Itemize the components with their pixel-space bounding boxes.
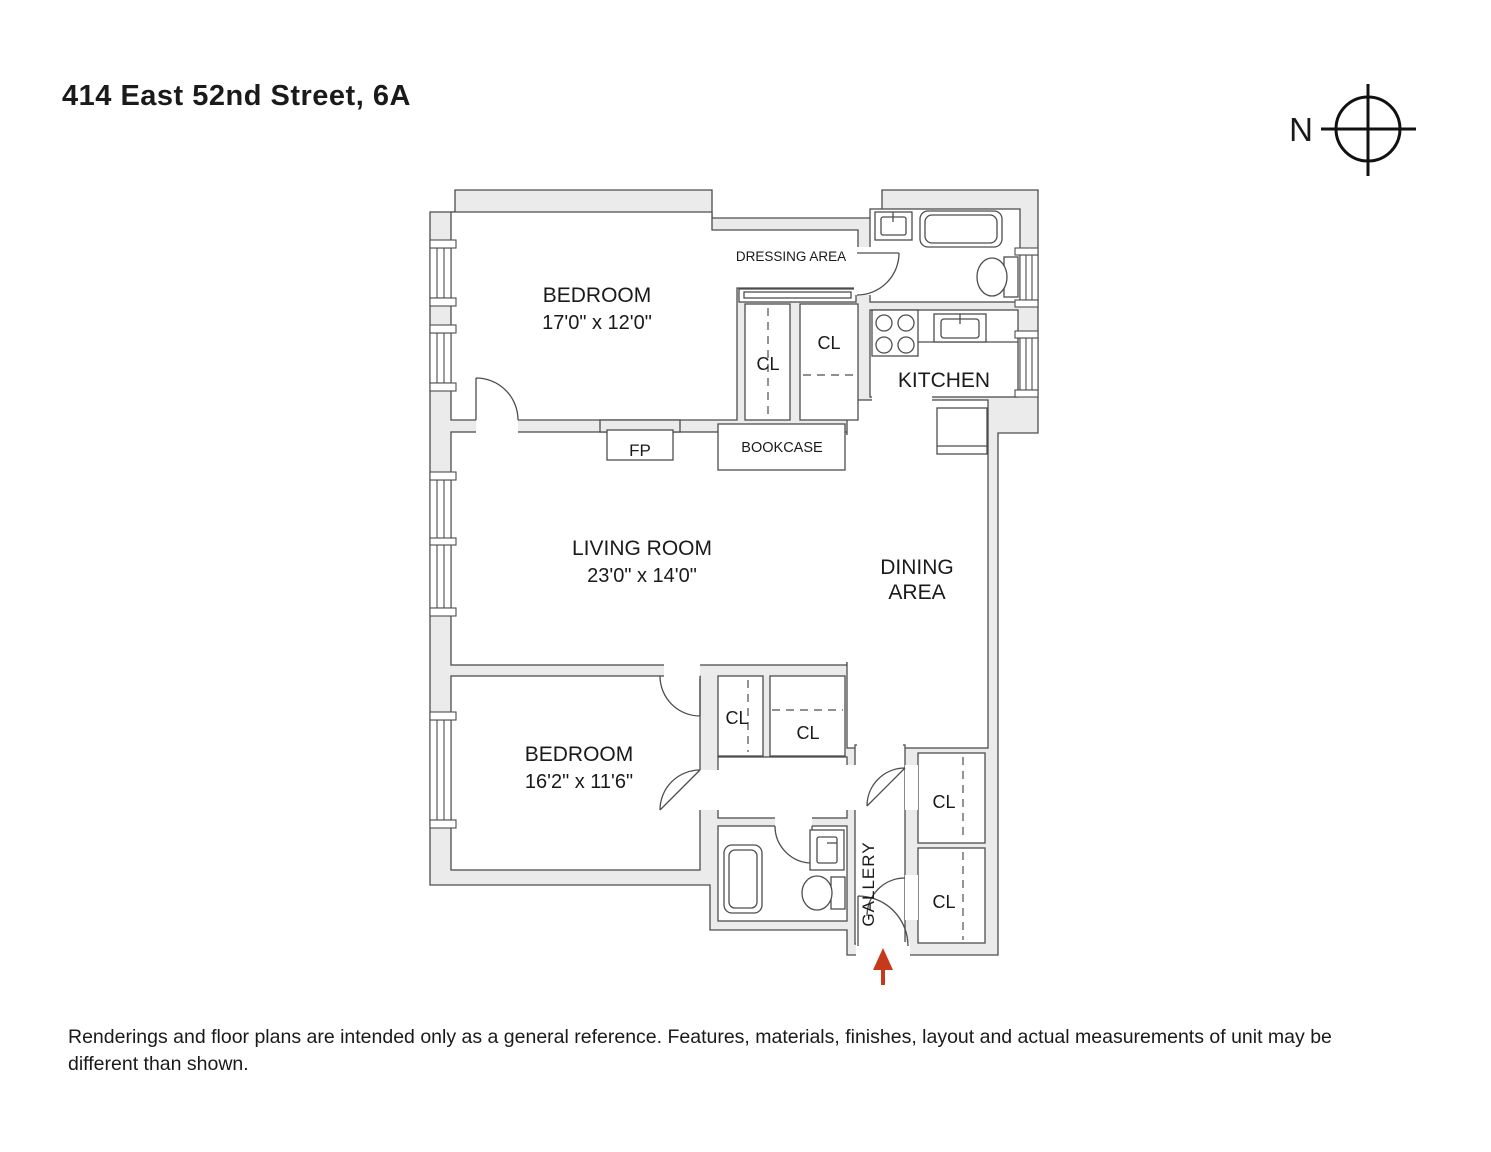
closet-4-floor: [770, 676, 845, 756]
disclaimer-line1: Renderings and floor plans are intended only as a general reference. Features, materials, finishes, layout and actual measurements of unit may be: [68, 1026, 1332, 1048]
north-compass-icon: [1321, 84, 1416, 176]
disclaimer: [68, 1024, 1332, 1078]
bedroom-bottom-dims: 16'2" x 11'6": [524, 771, 634, 793]
bookcase-label: BOOKCASE: [741, 440, 823, 456]
bedroom-bottom-label: BEDROOM: [524, 743, 634, 766]
closet-label: CL: [817, 333, 841, 353]
disclaimer-line2: different than shown.: [68, 1053, 249, 1075]
kitchen-sink-icon: [934, 314, 986, 342]
bedroom-top-dims: 17'0" x 12'0": [542, 312, 652, 334]
closet-2-floor: [800, 304, 858, 420]
page-title: 414 East 52nd Street, 6A: [62, 80, 411, 112]
fireplace-label: FP: [629, 441, 651, 460]
closet-label: CL: [756, 354, 780, 374]
dining-area-label-line1: DINING: [880, 556, 954, 579]
closet-shelf-inner: [744, 292, 851, 298]
dining-area-label-line2: AREA: [888, 581, 946, 604]
stove-icon: [872, 310, 918, 356]
closet-label: CL: [932, 792, 956, 812]
dressing-area-label: DRESSING AREA: [735, 249, 847, 264]
closet-label: CL: [932, 892, 956, 912]
kitchen-label: KITCHEN: [897, 369, 991, 392]
toilet-icon: [802, 876, 845, 910]
living-room-dims: 23'0" x 14'0": [587, 565, 697, 587]
living-room-label: LIVING ROOM: [571, 537, 713, 560]
sink-icon: [810, 830, 844, 870]
bathtub-icon: [724, 845, 762, 913]
bathtub-icon: [920, 211, 1002, 247]
sink-icon: [875, 212, 912, 240]
toilet-icon: [977, 257, 1018, 297]
north-label: N: [1289, 111, 1313, 148]
bath-hall-floor: [718, 757, 847, 818]
closet-label: CL: [796, 723, 820, 743]
kitchen-pantry-counter: [937, 408, 987, 454]
gallery-label: GALLERY: [859, 841, 878, 927]
closet-label: CL: [725, 708, 749, 728]
bedroom-top-label: BEDROOM: [542, 284, 652, 307]
